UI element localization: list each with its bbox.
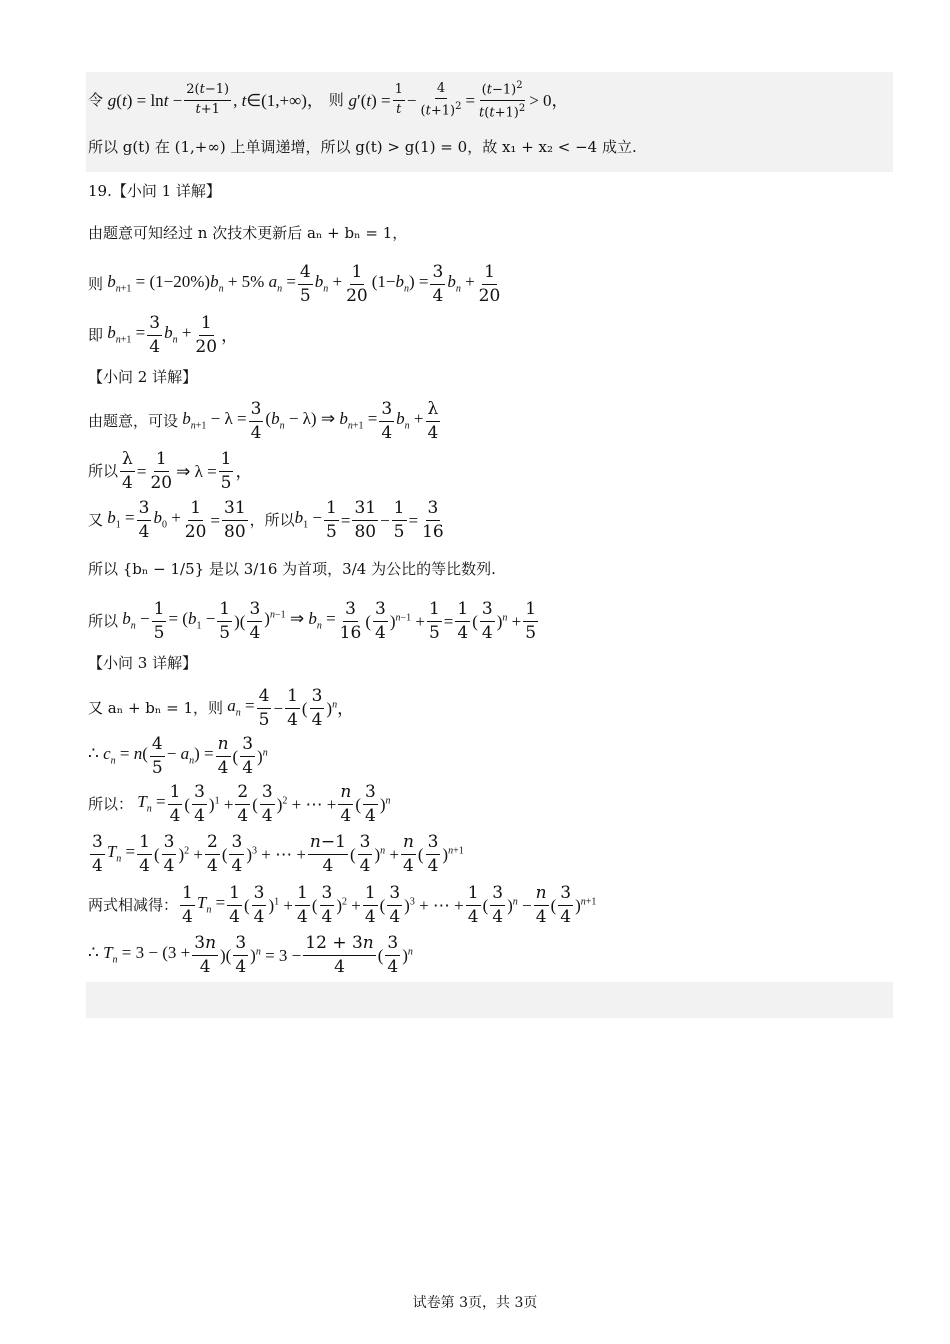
- text-an-bn: 由题意可知经过 n 次技术更新后 aₙ + bₙ = 1，: [88, 224, 408, 242]
- eq-g-definition: 令 g(t) = lnt − $\frac{2(t-1)}{t+1}$ , t∈(1,+∞)， 则 g′(t) = $\frac{1}{t}$ − $\frac{4}{(t+1)^2}$ = $\frac{(t-1)^2}{t(t+1)^2}$ > 0，: [88, 80, 569, 120]
- eq-bn-formula: 所以 $b_n$ − $\frac{1}{5}$ = ($b_1$ − $\frac{1}{5}$ )( $\frac{3}{4}$ )$^{n-1}$ ⇒ $b_n$ = $\frac{3}{16}$ ( $\frac{3}{4}$ )$^{n-1}$ + $\frac{1}{5}$ = $\frac{1}{4}$ ( $\frac{3}{4}$ )$^n$ + $\frac{1}{5}$: [88, 599, 537, 643]
- eq-b-recurrence: 则 $b_{n+1} = (1-20\%)b_n + 5\%$ $a_n$ = $\frac{4}{5}$ $b_n$ + $\frac{1}{20}$ $(1-b_n)$ = $\frac{3}{4}$ $b_n$ + $\frac{1}{20}$: [88, 262, 501, 306]
- text-liangshi: 两式相减得：: [88, 895, 179, 914]
- sub2-header: 【小问 2 详解】: [88, 368, 198, 386]
- eq-lambda-setup: 由题意，可设 $b_{n+1} - \lambda$ = $\frac{3}{4}$ $(b_n - \lambda)$ ⇒ $b_{n+1}$ = $\frac{3}{4}$ $b_n$ + $\frac{\lambda}{4}$: [88, 399, 439, 443]
- text-youtiyi: 由题意，可设: [88, 411, 179, 430]
- text-you2: 又 aₙ + bₙ = 1，则: [88, 698, 224, 717]
- text-ji: 即: [88, 325, 104, 344]
- text-suoyi2: ，所以: [249, 510, 295, 529]
- eq-Tn-scaled: $\frac{3}{4}$ $T_n$ = $\frac{1}{4}$ ( $\frac{3}{4}$ )$^2$ + $\frac{2}{4}$ ( $\frac{3}{4}$ )$^3$ + ⋯ + $\frac{n-1}{4}$ ( $\frac{3}{4}$ )$^n$ + $\frac{n}{4}$ ( $\frac{3}{4}$ )$^{n+1}$: [92, 832, 464, 876]
- text-suoyi4: 所以：: [88, 794, 134, 813]
- text-ze2: 则: [88, 274, 104, 293]
- text-you: 又: [88, 510, 104, 529]
- text-suoyi3: 所以: [88, 611, 119, 630]
- page-footer: 试卷第 3页，共 3页: [412, 1295, 538, 1311]
- eq-b1: 又 $b_1$ = $\frac{3}{4}$ $b_0$ + $\frac{1}{20}$ = $\frac{31}{80}$ ，所以 $b_1$ − $\frac{1}{5}$ = $\frac{31}{80}$ − $\frac{1}{5}$ = $\frac{3}{16}$: [88, 498, 444, 542]
- text-ze: 则: [328, 90, 344, 109]
- eq-Tn-result: ∴ $T_n = 3 - (3$ + $\frac{3n}{4}$ )( $\frac{3}{4}$ )$^n$ = 3 − $\frac{12 + 3n}{4}$ ( $\frac{3}{4}$ )$^n$: [88, 933, 413, 977]
- text-ling: 令: [88, 90, 104, 109]
- eq-cn: ∴ $c_n = n$( $\frac{4}{5}$ − $a_n$) = $\frac{n}{4}$ ( $\frac{3}{4}$ )$^n$: [88, 734, 268, 778]
- q19-header: 19.【小问 1 详解】: [88, 182, 221, 200]
- eq-lambda-value: 所以 $\frac{\lambda}{4}$ = $\frac{1}{20}$ ⇒ λ = $\frac{1}{5}$ ，: [88, 449, 253, 493]
- eq-subtract: 两式相减得： $\frac{1}{4}$ $T_n$ = $\frac{1}{4}$ ( $\frac{3}{4}$ )$^1$ + $\frac{1}{4}$ ( $\frac{3}{4}$ )$^2$ + $\frac{1}{4}$ ( $\frac{3}{4}$ )$^3$ + ⋯ + $\frac{1}{4}$ ( $\frac{3}{4}$ )$^n$ − $\frac{n}{4}$ ( $\frac{3}{4}$ )$^{n+1}$: [88, 883, 597, 927]
- text-geometric: 所以 {bₙ − 1/5} 是以 3/16 为首项，3/4 为公比的等比数列.: [88, 560, 496, 578]
- sub3-header: 【小问 3 详解】: [88, 654, 198, 672]
- eq-an: 又 aₙ + bₙ = 1，则 $a_n$ = $\frac{4}{5}$ − $\frac{1}{4}$ ( $\frac{3}{4}$ )$^n$，: [88, 686, 355, 730]
- eq-b-recurrence-2: 即 $b_{n+1}$ = $\frac{3}{4}$ $b_n$ + $\frac{1}{20}$ ，: [88, 313, 239, 357]
- eq-Tn-sum: 所以： $T_n$ = $\frac{1}{4}$ ( $\frac{3}{4}$ )$^1$ + $\frac{2}{4}$ ( $\frac{3}{4}$ )$^2$ + ⋯ + $\frac{n}{4}$ ( $\frac{3}{4}$ )$^n$: [88, 782, 391, 826]
- text-monotonic: 所以 g(t) 在 (1,+∞) 上单调递增，所以 g(t) > g(1) = 0，故 x₁ + x₂ < −4 成立.: [88, 138, 637, 156]
- text-suoyi: 所以: [88, 461, 119, 480]
- solution-block-bottom: [86, 982, 893, 1018]
